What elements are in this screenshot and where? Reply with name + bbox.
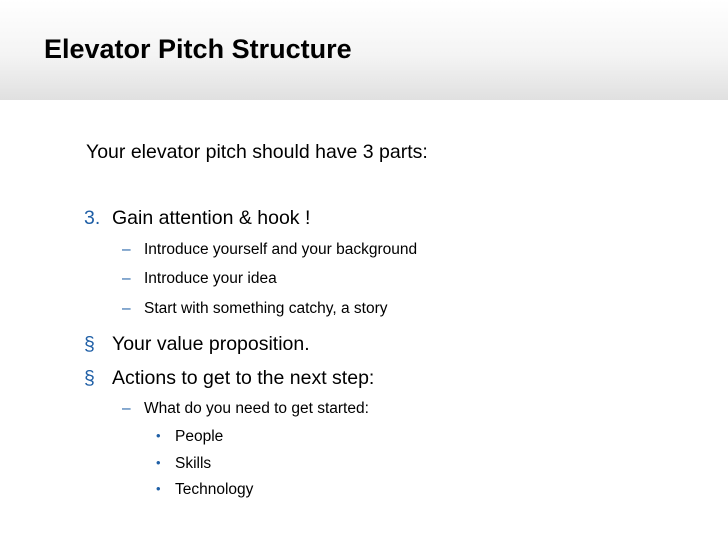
slide-title: Elevator Pitch Structure <box>44 34 352 64</box>
sub-sub-bullet-text: People <box>175 428 224 445</box>
sub-bullet-text: What do you need to get started: <box>144 400 369 417</box>
sub-sub-bullet-text: Skills <box>175 455 212 472</box>
bullet-text: Actions to get to the next step: <box>112 367 375 389</box>
sub-bullet-catchy-story <box>122 300 388 318</box>
sub-sub-bullet-skills <box>156 455 211 473</box>
dot-marker: • <box>156 428 161 443</box>
bullet-next-step <box>84 367 374 390</box>
intro-text: Your elevator pitch should have 3 parts: <box>86 141 428 163</box>
sub-sub-bullet-text: Technology <box>175 481 254 498</box>
bullet-text: Your value proposition. <box>112 333 310 355</box>
sub-bullet-text: Introduce yourself and your background <box>144 241 418 258</box>
sub-bullet-get-started <box>122 400 369 418</box>
sub-sub-bullet-technology <box>156 481 253 499</box>
bullet-gain-attention <box>84 207 310 230</box>
sub-bullet-introduce-idea <box>122 270 277 288</box>
dash-marker: – <box>122 270 131 287</box>
dash-marker: – <box>122 241 131 258</box>
sub-sub-bullet-people <box>156 428 223 446</box>
bullet-text: Gain attention & hook ! <box>112 207 311 229</box>
dash-marker: – <box>122 400 131 417</box>
sub-bullet-text: Start with something catchy, a story <box>144 300 388 317</box>
dot-marker: • <box>156 481 161 496</box>
dash-marker: – <box>122 300 131 317</box>
number-marker: 3. <box>84 207 101 229</box>
section-marker: § <box>84 333 95 355</box>
sub-bullet-text: Introduce your idea <box>144 270 277 287</box>
dot-marker: • <box>156 455 161 470</box>
section-marker: § <box>84 367 95 389</box>
bullet-value-proposition <box>84 333 310 356</box>
sub-bullet-introduce-yourself <box>122 241 417 259</box>
